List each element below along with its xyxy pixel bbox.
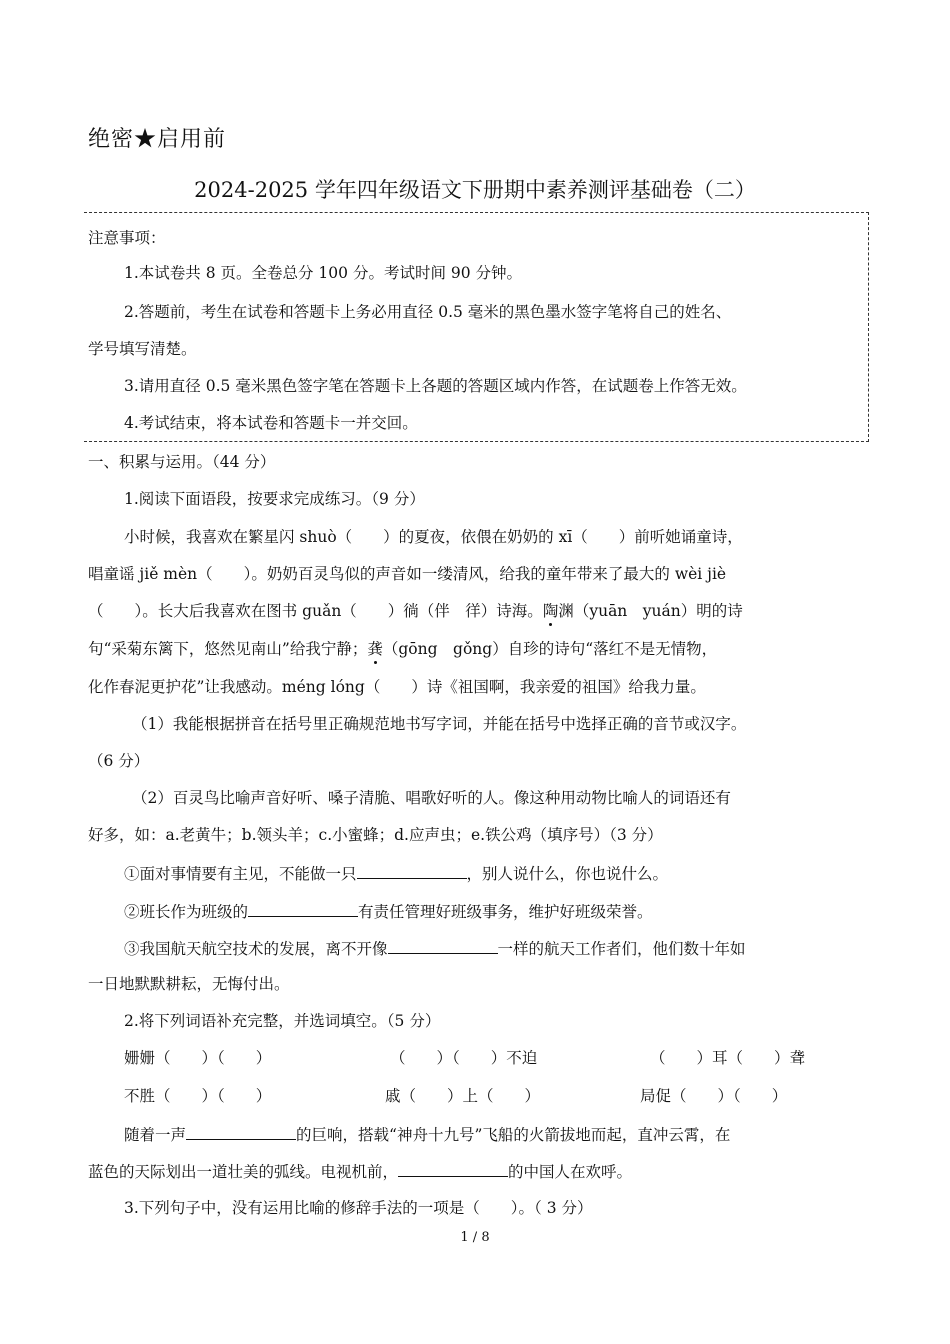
- fill-sentence-4: [124, 1123, 730, 1145]
- sentence-text: 蓝色的天际划出一道壮美的弧线。电视机前，: [88, 1163, 399, 1181]
- fill-sentence-4-cont: [88, 1160, 632, 1182]
- idiom-item: 姗姗（ ）（ ）: [124, 1049, 272, 1067]
- dotted-char: 龚: [367, 640, 383, 658]
- notice-item-1: 1.本试卷共 8 页。全卷总分 100 分。考试时间 90 分钟。: [124, 264, 523, 282]
- passage-line: [88, 639, 717, 659]
- notice-box: [84, 212, 869, 442]
- page-number: 1 / 8: [460, 1230, 490, 1245]
- answer-blank[interactable]: [248, 900, 358, 917]
- section-heading: 一、积累与运用。（44 分）: [88, 453, 276, 471]
- passage-line: [88, 601, 743, 621]
- passage-line: 小时候，我喜欢在繁星闪 shuò（ ）的夏夜，依偎在奶奶的 xī（ ）前听她诵童诗，: [124, 528, 743, 546]
- idiom-item: （ ）耳（ ）聋: [650, 1049, 806, 1067]
- notice-item-3: 3.请用直径 0.5 毫米黑色签字笔在答题卡上各题的答题区域内作答，在试题卷上作答无效。: [124, 377, 747, 395]
- question-1-stem: 1.阅读下面语段，按要求完成练习。（9 分）: [124, 490, 425, 508]
- sentence-text: 的巨响，搭载“神舟十九号”飞船的火箭拔地而起，直冲云霄，在: [296, 1126, 731, 1144]
- sub-question-2: （2）百灵鸟比喻声音好听、嗓子清脆、唱歌好听的人。像这种用动物比喻人的词语还有: [132, 789, 731, 807]
- sentence-text: ③我国航天航空技术的发展，离不开像: [124, 940, 388, 958]
- sub-question-1: （1）我能根据拼音在括号里正确规范地书写字词，并能在括号中选择正确的音节或汉字。: [132, 715, 747, 733]
- idiom-item: 不胜（ ）（ ）: [124, 1087, 272, 1105]
- fill-sentence-3: [124, 937, 746, 959]
- sentence-text: 随着一声: [124, 1126, 187, 1144]
- sentence-text: ②班长作为班级的: [124, 903, 249, 921]
- question-2-stem: 2.将下列词语补充完整，并选词填空。（5 分）: [124, 1012, 441, 1030]
- sentence-text: ①面对事情要有主见，不能做一只: [124, 865, 357, 883]
- answer-blank[interactable]: [388, 937, 498, 954]
- passage-line: 唱童谣 jiě mèn（ ）。奶奶百灵鸟似的声音如一缕清风，给我的童年带来了最大的 wèi jiè: [88, 565, 727, 583]
- sub-question-2-cont: 好多，如：a.老黄牛；b.领头羊；c.小蜜蜂；d.应声虫；e.铁公鸡（填序号）（3 分）: [88, 826, 663, 844]
- answer-blank[interactable]: [398, 1160, 508, 1177]
- notice-heading: 注意事项：: [88, 229, 166, 247]
- passage-text: （gōng gǒng）自珍的诗句“落红不是无情物，: [382, 640, 718, 658]
- question-3-stem: 3.下列句子中，没有运用比喻的修辞手法的一项是（ ）。（ 3 分）: [124, 1199, 593, 1217]
- answer-blank[interactable]: [186, 1123, 296, 1140]
- sentence-text: 有责任管理好班级事务，维护好班级荣誉。: [358, 903, 653, 921]
- idiom-item: （ ）（ ）不迫: [390, 1049, 538, 1067]
- dotted-char: 陶: [542, 602, 559, 620]
- passage-line: 化作春泥更护花”让我感动。méng lóng（ ）诗《祖国啊，我亲爱的祖国》给我力量。: [88, 678, 706, 696]
- idiom-item: 戚（ ）上（ ）: [385, 1087, 541, 1105]
- idiom-item: 局促（ ）（ ）: [640, 1087, 788, 1105]
- answer-blank[interactable]: [357, 862, 467, 879]
- notice-item-4: 4.考试结束，将本试卷和答题卡一并交回。: [124, 414, 418, 432]
- notice-item-2-cont: 学号填写清楚。: [88, 340, 197, 358]
- passage-text: 句“采菊东篱下，悠然见南山”给我宁静；: [88, 640, 368, 658]
- fill-sentence-1: [124, 862, 668, 884]
- fill-sentence-2: [124, 900, 653, 922]
- fill-sentence-3-cont: 一日地默默耕耘，无悔付出。: [88, 975, 290, 993]
- notice-item-2: 2.答题前，考生在试卷和答题卡上务必用直径 0.5 毫米的黑色墨水签字笔将自己的姓名、: [124, 303, 732, 321]
- passage-text: 渊（yuān yuán）明的诗: [558, 602, 743, 620]
- exam-title: 2024-2025 学年四年级语文下册期中素养测评基础卷（二）: [194, 178, 756, 202]
- sub-question-1-score: （6 分）: [88, 752, 150, 770]
- sentence-text: ，别人说什么，你也说什么。: [466, 865, 669, 883]
- sentence-text: 一样的航天工作者们，他们数十年如: [497, 940, 746, 958]
- sentence-text: 的中国人在欢呼。: [508, 1163, 633, 1181]
- passage-text: （ ）。长大后我喜欢在图书 guǎn（ ）徜（伴 徉）诗海。: [88, 602, 543, 620]
- secret-mark: 绝密★启用前: [88, 127, 227, 152]
